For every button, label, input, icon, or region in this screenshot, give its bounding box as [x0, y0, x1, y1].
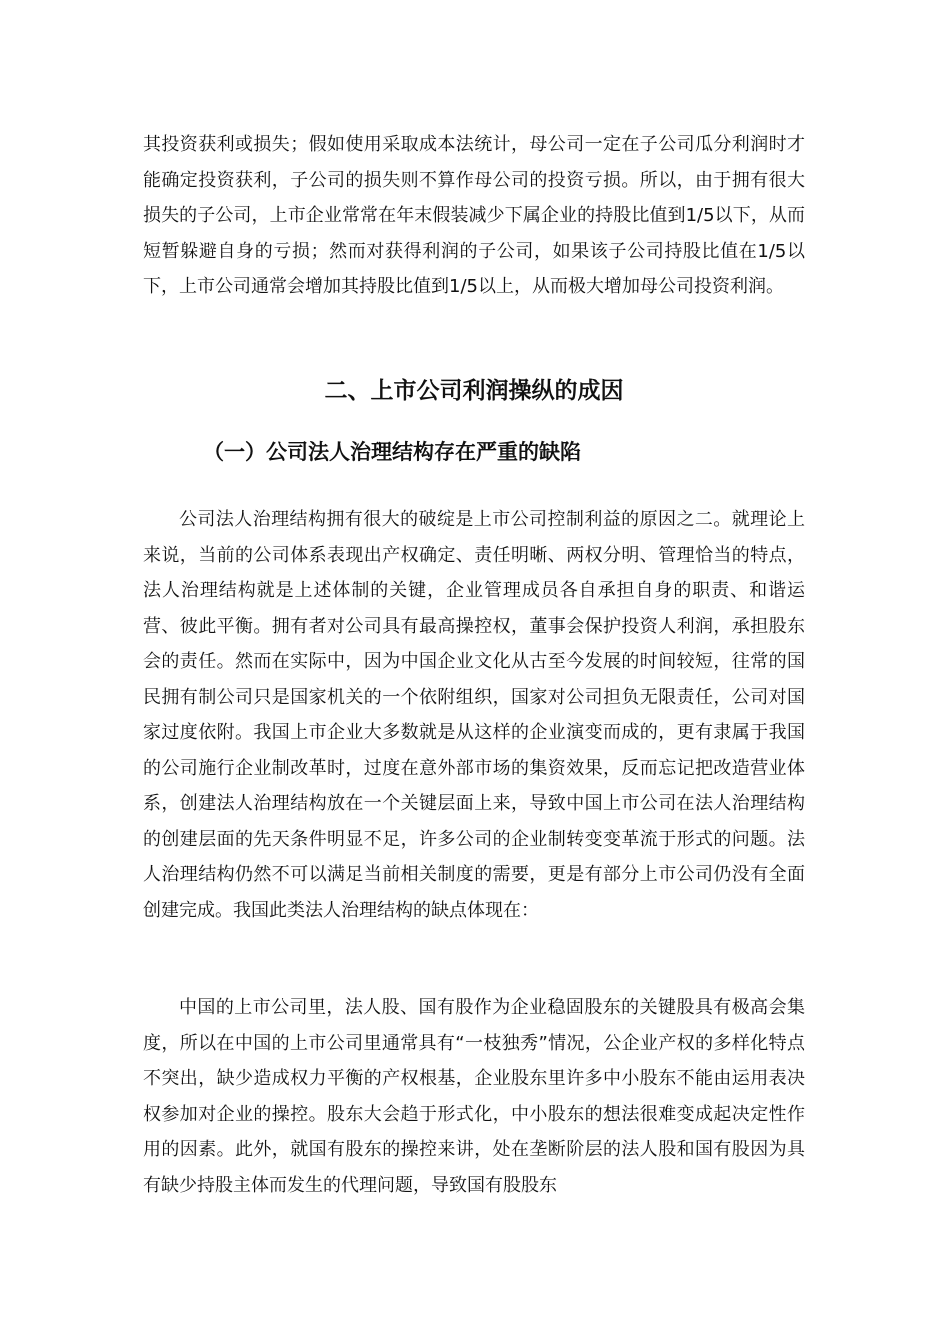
paragraph-continuation: 其投资获利或损失；假如使用采取成本法统计，母公司一定在子公司瓜分利润时才能确定投资获利，子公司的损失则不算作母公司的投资亏损。所以，由于拥有很大损失的子公司，上市企业常常在年末假装减少下属企业的持股比值到1/5以下，从而短暂躲避自身的亏损；然而对获得利润的子公司，如果该子公司持股比值在1/5以下，上市公司通常会增加其持股比值到1/5以上，从而极大增加母公司投资利润。	[143, 134, 805, 297]
paragraph-governance: 公司法人治理结构拥有很大的破绽是上市公司控制利益的原因之二。就理论上来说，当前的公司体系表现出产权确定、责任明晰、两权分明、管理恰当的特点，法人治理结构就是上述体制的关键，企业管理成员各自承担自身的职责、和谐运营、彼此平衡。拥有者对公司具有最高操控权，董事会保护投资人利润，承担股东会的责任。然而在实际中，因为中国企业文化从古至今发展的时间较短，往常的国民拥有制公司只是国家机关的一个依附组织，国家对公司担负无限责任，公司对国家过度依附。我国上市企业大多数就是从这样的企业演变而成的，更有隶属于我国的公司施行企业制改革时，过度在意外部市场的集资效果，反而忘记把改造营业体系，创建法人治理结构放在一个关键层面上来，导致中国上市公司在法人治理结构的创建层面的先天条件明显不足，许多公司的企业制转变变革流于形式的问题。法人治理结构仍然不可以满足当前相关制度的需要，更是有部分上市公司仍没有全面创建完成。我国此类法人治理结构的缺点体现在：	[143, 509, 805, 921]
paragraph-shareholders: 中国的上市公司里，法人股、国有股作为企业稳固股东的关键股具有极高会集度，所以在中国的上市公司里通常具有“一枝独秀”情况，公企业产权的多样化特点不突出，缺少造成权力平衡的产权根基，企业股东里许多中小股东不能由运用表决权参加对企业的操控。股东大会趋于形式化，中小股东的想法很难变成起决定性作用的因素。此外，就国有股东的操控来讲，处在垄断阶层的法人股和国有股因为具有缺少持股主体而发生的代理问题，导致国有股股东	[143, 997, 805, 1196]
subsection-heading: （一）公司法人治理结构存在严重的缺陷	[203, 440, 581, 464]
section-heading: 二、上市公司利润操纵的成因	[324, 378, 624, 404]
